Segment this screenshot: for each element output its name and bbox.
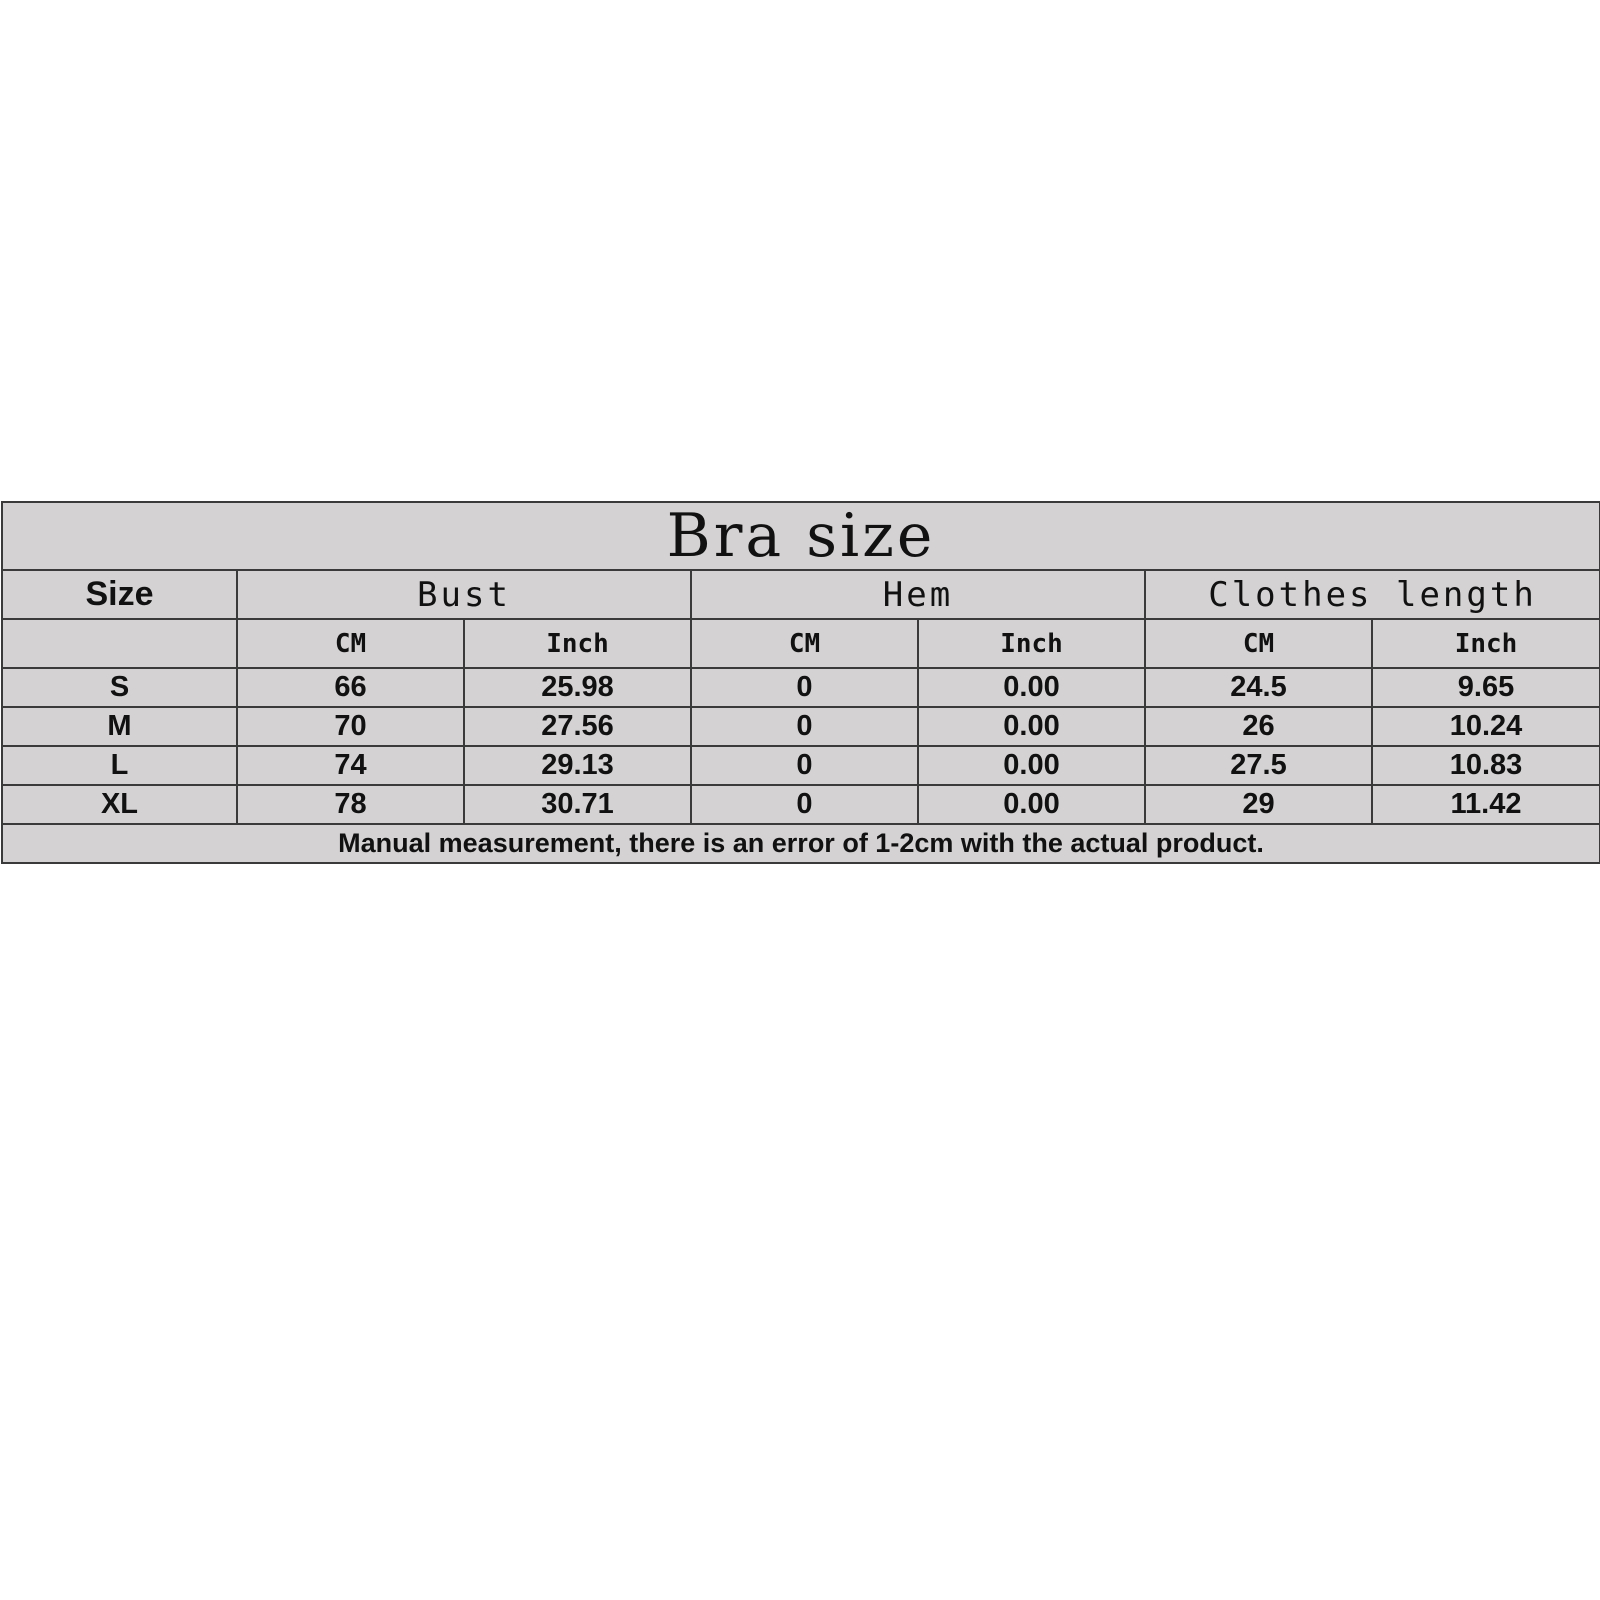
hem-inch-cell: 0.00: [918, 668, 1145, 707]
length-cm-cell: 26: [1145, 707, 1372, 746]
hem-cm-header: CM: [691, 619, 918, 668]
bust-cm-cell: 78: [237, 785, 464, 824]
length-inch-cell: 10.83: [1372, 746, 1600, 785]
hem-cm-cell: 0: [691, 707, 918, 746]
table-row: [2, 785, 1600, 824]
bust-group-header: Bust: [237, 570, 691, 619]
bust-inch-header: Inch: [464, 619, 691, 668]
length-cm-cell: 24.5: [1145, 668, 1372, 707]
length-inch-cell: 9.65: [1372, 668, 1600, 707]
length-inch-cell: 11.42: [1372, 785, 1600, 824]
table-row: [2, 707, 1600, 746]
hem-cm-cell: 0: [691, 746, 918, 785]
table-title: Bra size: [2, 502, 1600, 570]
size-cell: L: [2, 746, 237, 785]
title-row: [2, 502, 1600, 570]
length-cm-cell: 27.5: [1145, 746, 1372, 785]
hem-cm-cell: 0: [691, 785, 918, 824]
bust-cm-cell: 70: [237, 707, 464, 746]
clothes-length-group-header: Clothes length: [1145, 570, 1600, 619]
bust-inch-cell: 27.56: [464, 707, 691, 746]
size-column-header: [2, 570, 237, 668]
size-cell: S: [2, 668, 237, 707]
length-cm-header: CM: [1145, 619, 1372, 668]
size-chart-table: [1, 501, 1600, 864]
bust-cm-cell: 66: [237, 668, 464, 707]
hem-inch-cell: 0.00: [918, 707, 1145, 746]
size-header-blank: [3, 618, 236, 667]
table-row: [2, 746, 1600, 785]
bust-inch-cell: 29.13: [464, 746, 691, 785]
table-row: [2, 668, 1600, 707]
length-inch-cell: 10.24: [1372, 707, 1600, 746]
unit-header-row: [2, 619, 1600, 668]
note-row: [2, 824, 1600, 863]
size-cell: XL: [2, 785, 237, 824]
bust-cm-cell: 74: [237, 746, 464, 785]
size-cell: M: [2, 707, 237, 746]
bust-inch-cell: 25.98: [464, 668, 691, 707]
hem-inch-cell: 0.00: [918, 746, 1145, 785]
size-header-label: Size: [85, 575, 154, 613]
measurement-note: Manual measurement, there is an error of 1-2cm with the actual product.: [2, 824, 1600, 863]
length-cm-cell: 29: [1145, 785, 1372, 824]
bust-cm-header: CM: [237, 619, 464, 668]
bust-inch-cell: 30.71: [464, 785, 691, 824]
length-inch-header: Inch: [1372, 619, 1600, 668]
hem-inch-header: Inch: [918, 619, 1145, 668]
hem-cm-cell: 0: [691, 668, 918, 707]
hem-inch-cell: 0.00: [918, 785, 1145, 824]
group-header-row: [2, 570, 1600, 619]
hem-group-header: Hem: [691, 570, 1145, 619]
